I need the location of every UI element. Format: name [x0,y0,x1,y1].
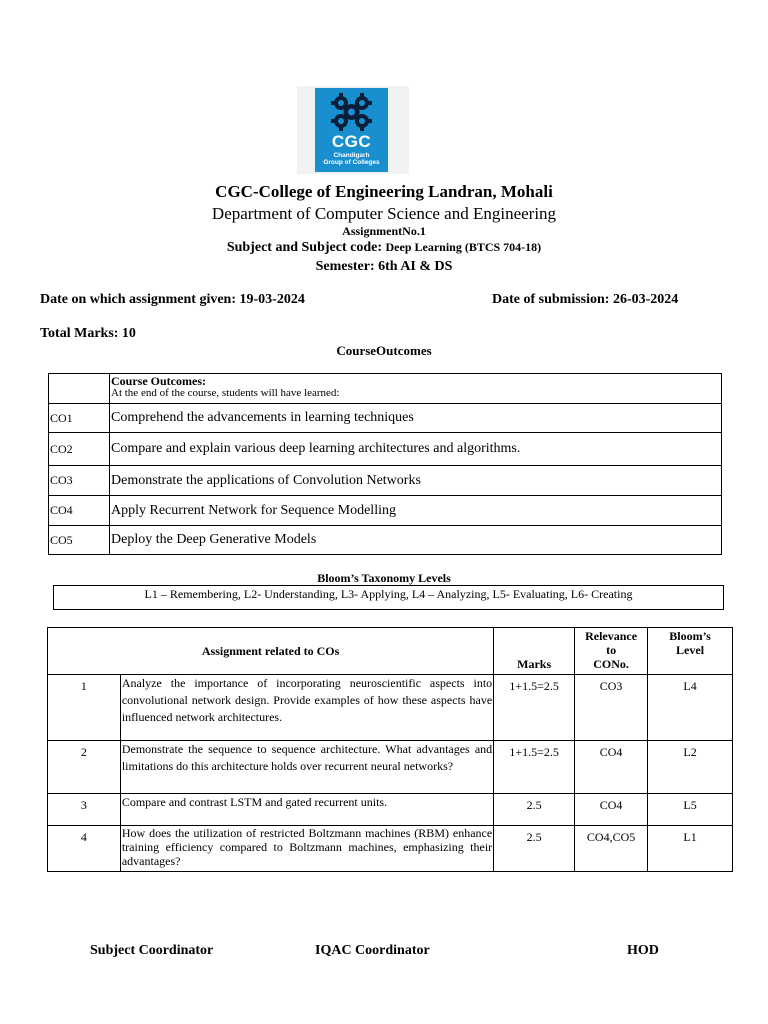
total-marks: Total Marks: 10 [40,326,136,341]
co-table-header-row [49,374,722,404]
co-description: Apply Recurrent Network for Sequence Modelling [110,496,722,526]
co-header-subtitle: At the end of the course, students will have learned: [111,387,340,399]
subject-line [0,240,768,256]
logo-subtext [315,152,388,166]
question-number: 3 [48,794,121,826]
date-given-value: 19-03-2024 [239,292,305,307]
question-text: How does the utilization of restricted Boltzmann machines (RBM) enhance training efficiency compared to Boltzmann machines, emphasizing their advantages? [120,826,493,872]
co-code: CO2 [49,433,110,466]
co-row [49,526,722,555]
assignment-row [48,675,733,741]
question-marks: 2.5 [494,794,575,826]
question-text: Analyze the importance of incorporating neuroscientific aspects into convolutional network design. Provide examples of how these aspects have influenced network architectures. [120,675,493,741]
iqac-coordinator-signature: IQAC Coordinator [315,943,430,958]
question-level: L5 [648,794,733,826]
course-outcomes-heading: CourseOutcomes [336,343,432,358]
assignment-row [48,741,733,794]
question-co: CO4,CO5 [575,826,648,872]
co-row [49,433,722,466]
assignment-row [48,794,733,826]
question-level: L4 [648,675,733,741]
co-row [49,466,722,496]
date-submission-value: 26-03-2024 [612,292,679,307]
co-row [49,496,722,526]
department-name: Department of Computer Science and Engineering [211,204,557,223]
question-co: CO4 [575,794,648,826]
question-marks: 1+1.5=2.5 [494,741,575,794]
date-submission [492,292,678,308]
relevance-header-line1: Relevance [585,629,638,643]
logo-subtext-line1: Chandigarh [333,152,370,159]
assignment-row [48,826,733,872]
bloom-level-header-line2: Level [676,643,705,657]
question-text: Compare and contrast LSTM and gated recurrent units. [120,794,493,826]
co-description: Deploy the Deep Generative Models [110,526,722,555]
question-number: 2 [48,741,121,794]
gears-icon [325,92,378,132]
question-level: L2 [648,741,733,794]
logo-text: CGC [331,132,372,151]
co-code: CO1 [49,404,110,433]
bloom-level-header [648,628,733,675]
logo-subtext-line2: Group of Colleges [323,159,380,166]
marks-header: Marks [494,628,575,675]
co-header-title: Course Outcomes: [111,374,206,388]
cgc-logo [315,88,388,172]
question-co: CO3 [575,675,648,741]
logo-container [297,86,409,174]
semester: Semester: 6th AI & DS [315,259,453,274]
question-text: Demonstrate the sequence to sequence architecture. What advantages and limitations do this architecture holds over recurrent neural networks? [120,741,493,794]
course-outcomes-table [48,373,722,555]
assignment-number: AssignmentNo.1 [342,224,426,238]
co-row [49,404,722,433]
co-header-empty-cell [49,374,110,404]
assignment-table [47,627,733,872]
co-description: Demonstrate the applications of Convolution Networks [110,466,722,496]
co-description: Comprehend the advancements in learning techniques [110,404,722,433]
question-number: 4 [48,826,121,872]
co-code: CO5 [49,526,110,555]
co-description: Compare and explain various deep learning architectures and algorithms. [110,433,722,466]
subject-label: Subject and Subject code: [226,240,382,255]
question-level: L1 [648,826,733,872]
relevance-header [575,628,648,675]
hod-signature: HOD [627,943,659,958]
assignment-header-row [48,628,733,675]
question-marks: 2.5 [494,826,575,872]
co-code: CO3 [49,466,110,496]
co-header-cell [110,374,722,404]
bloom-levels-box: L1 – Remembering, L2- Understanding, L3- Applying, L4 – Analyzing, L5- Evaluating, L6- Creating [53,585,724,610]
date-given [40,292,305,308]
date-submission-label: Date of submission: [492,292,610,307]
question-number: 1 [48,675,121,741]
date-given-label: Date on which assignment given: [40,292,237,307]
subject-value: Deep Learning (BTCS 704-18) [385,240,542,254]
question-marks: 1+1.5=2.5 [494,675,575,741]
college-name: CGC-College of Engineering Landran, Mohali [215,182,553,201]
relevance-header-line3: CONo. [593,657,629,671]
bloom-heading: Bloom’s Taxonomy Levels [317,571,451,585]
question-co: CO4 [575,741,648,794]
relevance-header-line2: to [606,643,617,657]
question-header: Assignment related to COs [48,628,494,675]
bloom-level-header-line1: Bloom’s [669,629,711,643]
subject-coordinator-signature: Subject Coordinator [90,943,214,958]
co-code: CO4 [49,496,110,526]
